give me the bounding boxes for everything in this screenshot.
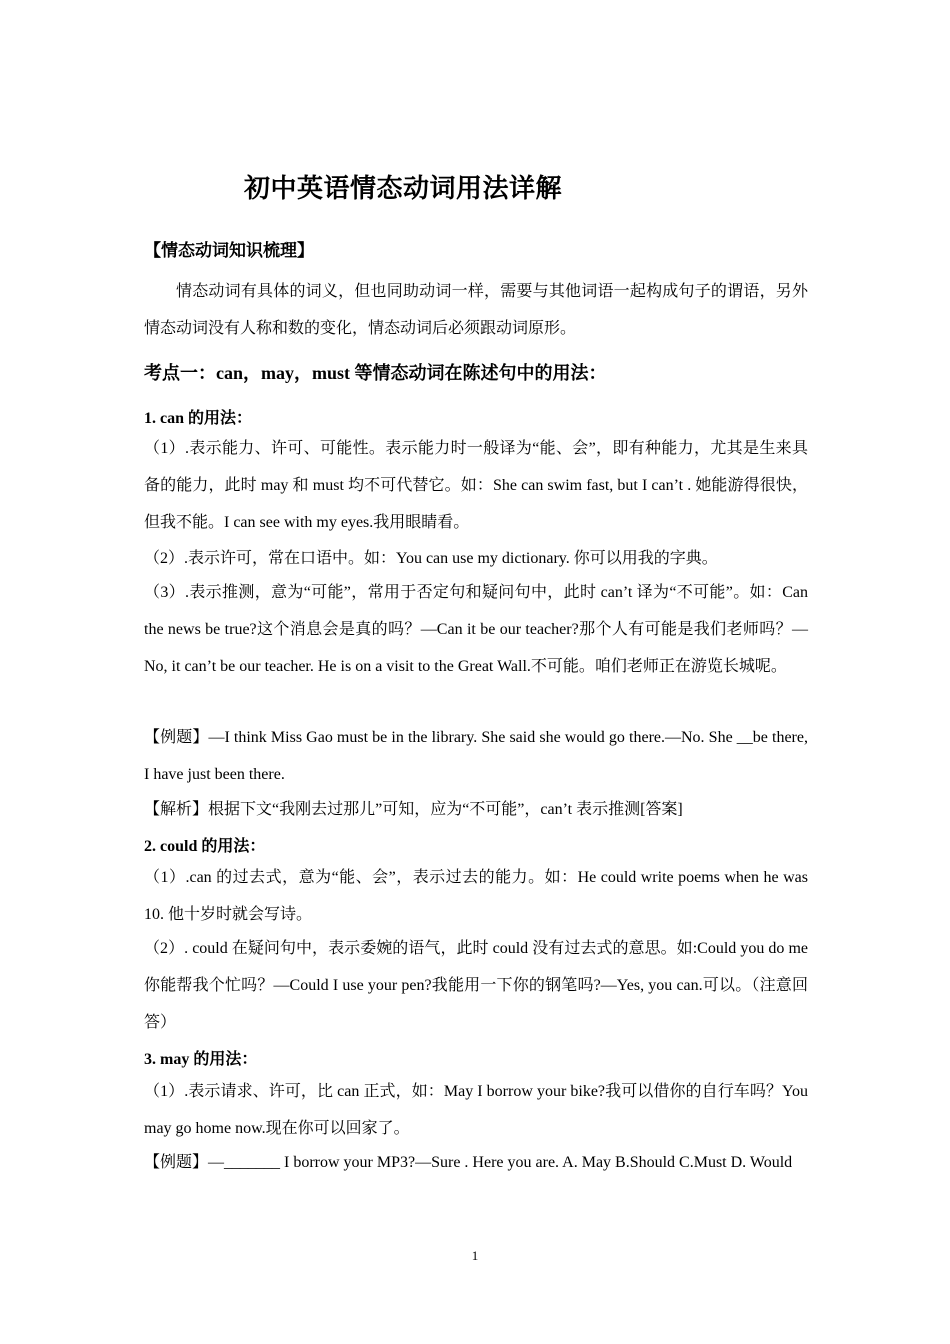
can-example: 【例题】—I think Miss Gao must be in the library. She said she would go there.—No. She __be there, I have just been there. (144, 729, 808, 783)
can-usage-3: （3）.表示推测，意为“可能”，常用于否定句和疑问句中，此时 can’t 译为“不可能”。如：Can the news be true?这个消息会是真的吗？—Can it be our teacher?那个人有可能是我们老师吗？—No, it can’t be our teacher. He is on a visit to the Great Wall.不可能。咱们老师正在游览长城呢。 (144, 584, 808, 675)
could-heading: 2. could 的用法： (144, 838, 266, 855)
exam-point-heading: 考点一：can，may，must 等情态动词在陈述句中的用法： (144, 363, 607, 383)
page-number: 1 (471, 1248, 479, 1263)
can-analysis: 【解析】根据下文“我刚去过那儿”可知，应为“不可能”，can’t 表示推测[答案] (144, 801, 683, 818)
can-usage-2: （2）.表示许可，常在口语中。如：You can use my dictionary. 你可以用我的字典。 (144, 550, 718, 567)
section-heading: 【情态动词知识梳理】 (144, 241, 314, 261)
can-usage-1: （1）.表示能力、许可、可能性。表示能力时一般译为“能、会”，即有种能力，尤其是生来具备的能力，此时 may 和 must 均不可代替它。如：She can swim fast, but I can’t . 她能游得很快，但我不能。I can see with my eyes.我用眼睛看。 (144, 440, 808, 531)
may-usage-1: （1）.表示请求、许可，比 can 正式，如：May I borrow your bike?我可以借你的自行车吗？You may go home now.现在你可以回家了。 (144, 1083, 808, 1137)
may-heading: 3. may 的用法： (144, 1051, 258, 1068)
could-usage-2: （2）. could 在疑问句中，表示委婉的语气，此时 could 没有过去式的意思。如:Could you do me 你能帮我个忙吗？—Could I use your pen?我能用一下你的钢笔吗?—Yes, you can.可以。（注意回答） (144, 940, 808, 1031)
page-title: 初中英语情态动词用法详解 (244, 174, 563, 204)
can-heading: 1. can 的用法： (144, 410, 253, 427)
may-example: 【例题】—_______ I borrow your MP3?—Sure . Here you are. A. May B.Should C.Must D. Would (144, 1154, 793, 1171)
intro-paragraph: 情态动词有具体的词义，但也同助动词一样，需要与其他词语一起构成句子的谓语，另外情态动词没有人称和数的变化，情态动词后必须跟动词原形。 (144, 283, 808, 337)
could-usage-1: （1）.can 的过去式，意为“能、会”，表示过去的能力。如：He could write poems when he was 10. 他十岁时就会写诗。 (144, 869, 808, 923)
